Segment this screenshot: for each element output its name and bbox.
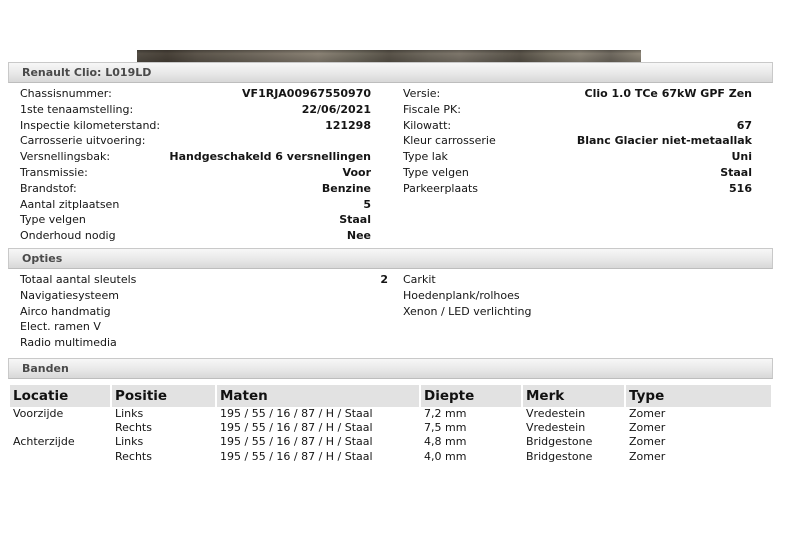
vehicle-title: Renault Clio: L019LD bbox=[22, 66, 152, 79]
tyre-cell-positie: Links bbox=[115, 406, 144, 420]
detail-row bbox=[20, 102, 371, 118]
detail-row bbox=[20, 197, 371, 213]
detail-value: 22/06/2021 bbox=[301, 102, 371, 116]
tyre-cell-type: Zomer bbox=[629, 406, 666, 420]
vehicle-details-section bbox=[8, 83, 773, 244]
optie-row bbox=[20, 319, 388, 335]
tyre-cell-locatie: Voorzijde bbox=[13, 406, 64, 420]
vehicle-title-bar bbox=[8, 62, 773, 83]
top-whitespace bbox=[0, 0, 800, 50]
detail-label: Versie: bbox=[403, 87, 441, 100]
opties-right-column bbox=[403, 272, 752, 351]
detail-row bbox=[20, 149, 371, 165]
detail-value: 516 bbox=[729, 181, 752, 195]
optie-label: Hoedenplank/rolhoes bbox=[403, 288, 520, 302]
detail-label: 1ste tenaamstelling: bbox=[20, 102, 134, 116]
tyre-col-maten: Maten bbox=[217, 385, 419, 407]
tyre-col-type: Type bbox=[626, 385, 771, 407]
tyre-cell-merk: Vredestein bbox=[526, 406, 586, 420]
optie-label: Airco handmatig bbox=[20, 304, 111, 318]
detail-value: VF1RJA00967550970 bbox=[242, 87, 371, 100]
tyre-cell-merk: Vredestein bbox=[526, 421, 586, 435]
tyre-cell-diepte: 4,0 mm bbox=[424, 449, 467, 463]
tyre-row bbox=[10, 435, 771, 449]
detail-row bbox=[20, 133, 371, 149]
detail-value: Staal bbox=[339, 213, 371, 227]
tyre-cell-locatie: Achterzijde bbox=[13, 435, 75, 449]
tyre-cell-type: Zomer bbox=[629, 421, 666, 435]
tyre-cell-diepte: 7,2 mm bbox=[424, 406, 467, 420]
optie-label: Carkit bbox=[403, 272, 436, 286]
vehicle-report-panel bbox=[8, 62, 773, 464]
tyre-row bbox=[10, 407, 771, 421]
detail-value: Staal bbox=[720, 165, 752, 179]
optie-row bbox=[403, 304, 752, 320]
opties-left-column bbox=[20, 272, 388, 351]
tyre-cell-locatie bbox=[10, 450, 110, 464]
optie-value: 2 bbox=[380, 272, 388, 286]
detail-row bbox=[403, 133, 752, 149]
tyre-col-merk: Merk bbox=[523, 385, 624, 407]
tyre-col-diepte: Diepte bbox=[421, 385, 521, 407]
tyre-col-positie: Positie bbox=[112, 385, 215, 407]
details-right-column bbox=[403, 86, 752, 244]
detail-label: Parkeerplaats bbox=[403, 181, 479, 195]
detail-value: Benzine bbox=[321, 181, 371, 195]
vehicle-photo-bottom-edge bbox=[137, 50, 641, 62]
optie-row bbox=[20, 272, 388, 288]
detail-value: 5 bbox=[363, 197, 371, 211]
optie-row bbox=[20, 335, 388, 351]
banden-section-bar bbox=[8, 358, 773, 379]
detail-label: Kleur carrosserie bbox=[403, 134, 496, 148]
optie-label: Navigatiesysteem bbox=[20, 288, 119, 302]
detail-label: Chassisnummer: bbox=[20, 87, 112, 100]
detail-label: Onderhoud nodig bbox=[20, 229, 116, 243]
opties-section bbox=[8, 269, 773, 351]
tyre-cell-merk: Bridgestone bbox=[526, 435, 593, 449]
detail-row bbox=[20, 86, 371, 102]
tyre-cell-maten: 195 / 55 / 16 / 87 / H / Staal bbox=[220, 449, 373, 463]
tyre-cell-merk: Bridgestone bbox=[526, 449, 593, 463]
tyre-cell-maten: 195 / 55 / 16 / 87 / H / Staal bbox=[220, 421, 373, 435]
tyre-table bbox=[8, 385, 773, 464]
detail-row bbox=[403, 86, 752, 102]
detail-row bbox=[403, 149, 752, 165]
detail-label: Transmissie: bbox=[20, 165, 88, 179]
optie-row bbox=[20, 288, 388, 304]
optie-label: Totaal aantal sleutels bbox=[20, 272, 137, 286]
tyre-row bbox=[10, 450, 771, 464]
detail-label: Fiscale PK: bbox=[403, 102, 461, 116]
tyre-cell-type: Zomer bbox=[629, 449, 666, 463]
optie-label: Xenon / LED verlichting bbox=[403, 304, 532, 318]
detail-value: Nee bbox=[346, 229, 371, 243]
opties-section-title: Opties bbox=[22, 251, 63, 265]
detail-row bbox=[20, 212, 371, 228]
detail-value: Voor bbox=[342, 165, 371, 179]
detail-value: Handgeschakeld 6 versnellingen bbox=[169, 150, 371, 164]
detail-row bbox=[20, 228, 371, 244]
detail-row bbox=[403, 181, 752, 197]
detail-label: Aantal zitplaatsen bbox=[20, 197, 120, 211]
tyre-row bbox=[10, 421, 771, 435]
detail-label: Kilowatt: bbox=[403, 118, 452, 132]
detail-value: 121298 bbox=[325, 118, 371, 132]
tyre-col-locatie: Locatie bbox=[10, 385, 110, 407]
tyre-cell-positie: Links bbox=[115, 435, 144, 449]
optie-label: Radio multimedia bbox=[20, 336, 117, 350]
tyre-cell-maten: 195 / 55 / 16 / 87 / H / Staal bbox=[220, 435, 373, 449]
optie-row bbox=[403, 288, 752, 304]
tyre-cell-positie: Rechts bbox=[115, 449, 152, 463]
tyre-cell-maten: 195 / 55 / 16 / 87 / H / Staal bbox=[220, 406, 373, 420]
tyre-cell-diepte: 4,8 mm bbox=[424, 435, 467, 449]
detail-row bbox=[20, 118, 371, 134]
detail-value: Uni bbox=[731, 150, 752, 164]
detail-label: Carrosserie uitvoering: bbox=[20, 134, 146, 148]
detail-row bbox=[403, 118, 752, 134]
detail-value: Clio 1.0 TCe 67kW GPF Zen bbox=[584, 87, 752, 100]
detail-value: Blanc Glacier niet-metaallak bbox=[576, 134, 752, 148]
detail-row bbox=[20, 165, 371, 181]
optie-row bbox=[20, 304, 388, 320]
tyre-cell-type: Zomer bbox=[629, 435, 666, 449]
detail-label: Inspectie kilometerstand: bbox=[20, 118, 161, 132]
detail-label: Versnellingsbak: bbox=[20, 150, 111, 164]
detail-label: Type lak bbox=[403, 150, 448, 164]
details-left-column bbox=[20, 86, 371, 244]
detail-row bbox=[403, 102, 752, 118]
detail-label: Type velgen bbox=[20, 213, 86, 227]
tyre-cell-diepte: 7,5 mm bbox=[424, 421, 467, 435]
tyre-cell-locatie bbox=[10, 421, 110, 435]
optie-row bbox=[403, 272, 752, 288]
optie-label: Elect. ramen V bbox=[20, 320, 101, 334]
detail-value: 67 bbox=[736, 118, 752, 132]
tyre-cell-positie: Rechts bbox=[115, 421, 152, 435]
opties-section-bar bbox=[8, 248, 773, 269]
tyre-table-header-row bbox=[10, 385, 771, 407]
detail-label: Type velgen bbox=[403, 165, 469, 179]
detail-row bbox=[20, 181, 371, 197]
detail-label: Brandstof: bbox=[20, 181, 77, 195]
detail-row bbox=[403, 165, 752, 181]
banden-section-title: Banden bbox=[22, 361, 69, 375]
